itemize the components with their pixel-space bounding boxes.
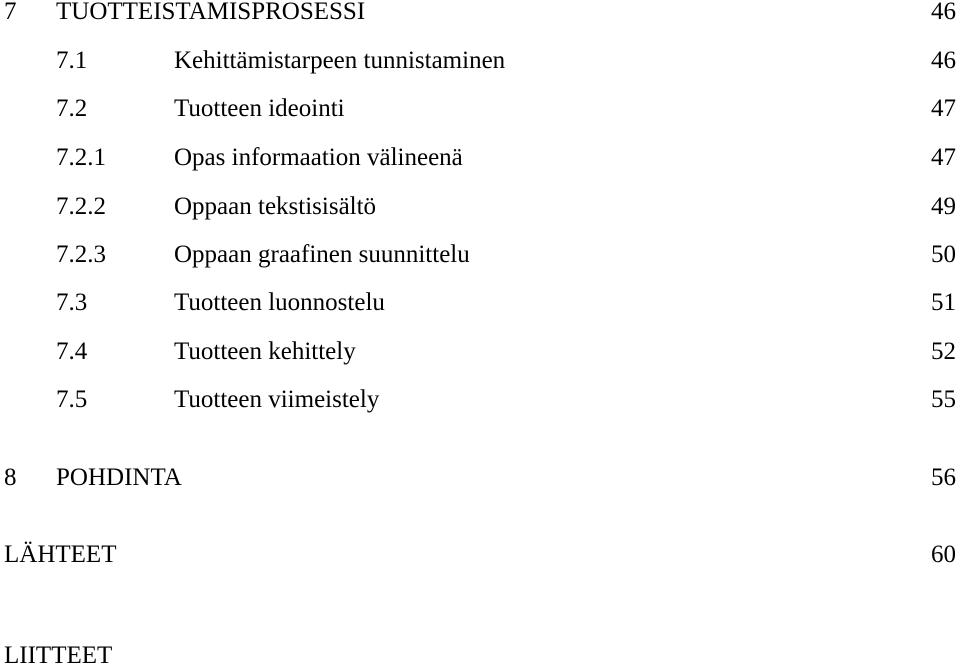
toc-entry-title: LÄHTEET bbox=[4, 541, 117, 568]
toc-entry-7-4[interactable] bbox=[0, 336, 960, 368]
toc-entry-title: POHDINTA bbox=[56, 464, 182, 491]
toc-entry-title: Tuotteen luonnostelu bbox=[174, 289, 385, 316]
toc-entry-number: 8 bbox=[4, 464, 17, 491]
toc-entry-title: Tuotteen kehittely bbox=[174, 338, 356, 365]
toc-entry-number: 7.2.2 bbox=[56, 193, 106, 220]
toc-entry-lahteet[interactable] bbox=[0, 539, 960, 571]
toc-entry-page: 47 bbox=[931, 144, 956, 171]
toc-entry-title: Oppaan tekstisisältö bbox=[174, 193, 377, 220]
toc-entry-title: Oppaan graafinen suunnittelu bbox=[174, 241, 470, 268]
toc-entry-page: 47 bbox=[931, 95, 956, 122]
toc-entry-page: 46 bbox=[931, 47, 956, 74]
toc-entry-page: 52 bbox=[931, 338, 956, 365]
toc-entry-title: Tuotteen viimeistely bbox=[174, 386, 380, 413]
toc-entry-number: 7.2.1 bbox=[56, 144, 106, 171]
toc-entry-chapter-8[interactable] bbox=[0, 462, 960, 494]
toc-entry-title: Kehittämistarpeen tunnistaminen bbox=[174, 47, 506, 74]
toc-entry-7-1[interactable] bbox=[0, 45, 960, 77]
toc-entry-title: LIITTEET bbox=[4, 642, 113, 669]
toc-entry-page: 55 bbox=[931, 386, 956, 413]
toc-entry-page: 49 bbox=[931, 193, 956, 220]
toc-entry-page: 51 bbox=[931, 289, 956, 316]
toc-entry-title: Opas informaation välineenä bbox=[174, 144, 463, 171]
toc-entry-number: 7 bbox=[4, 0, 17, 25]
toc-entry-7-3[interactable] bbox=[0, 287, 960, 319]
toc-entry-number: 7.2.3 bbox=[56, 241, 106, 268]
toc-entry-chapter-7[interactable] bbox=[0, 0, 960, 28]
toc-entry-7-2-2[interactable] bbox=[0, 191, 960, 223]
toc-entry-number: 7.1 bbox=[56, 47, 88, 74]
toc-entry-page: 46 bbox=[931, 0, 956, 25]
toc-entry-7-2-1[interactable] bbox=[0, 142, 960, 174]
toc-entry-number: 7.4 bbox=[56, 338, 88, 365]
toc-entry-7-5[interactable] bbox=[0, 384, 960, 416]
toc-entry-number: 7.2 bbox=[56, 95, 88, 122]
toc-entry-title: Tuotteen ideointi bbox=[174, 95, 345, 122]
toc-entry-page: 50 bbox=[931, 241, 956, 268]
toc-entry-7-2-3[interactable] bbox=[0, 239, 960, 271]
toc-entry-title: TUOTTEISTAMISPROSESSI bbox=[56, 0, 366, 25]
toc-entry-page: 60 bbox=[931, 541, 956, 568]
toc-entry-7-2[interactable] bbox=[0, 93, 960, 125]
toc-entry-number: 7.5 bbox=[56, 386, 88, 413]
toc-entry-number: 7.3 bbox=[56, 289, 88, 316]
toc-entry-liitteet[interactable] bbox=[0, 640, 960, 672]
toc-entry-page: 56 bbox=[931, 464, 956, 491]
